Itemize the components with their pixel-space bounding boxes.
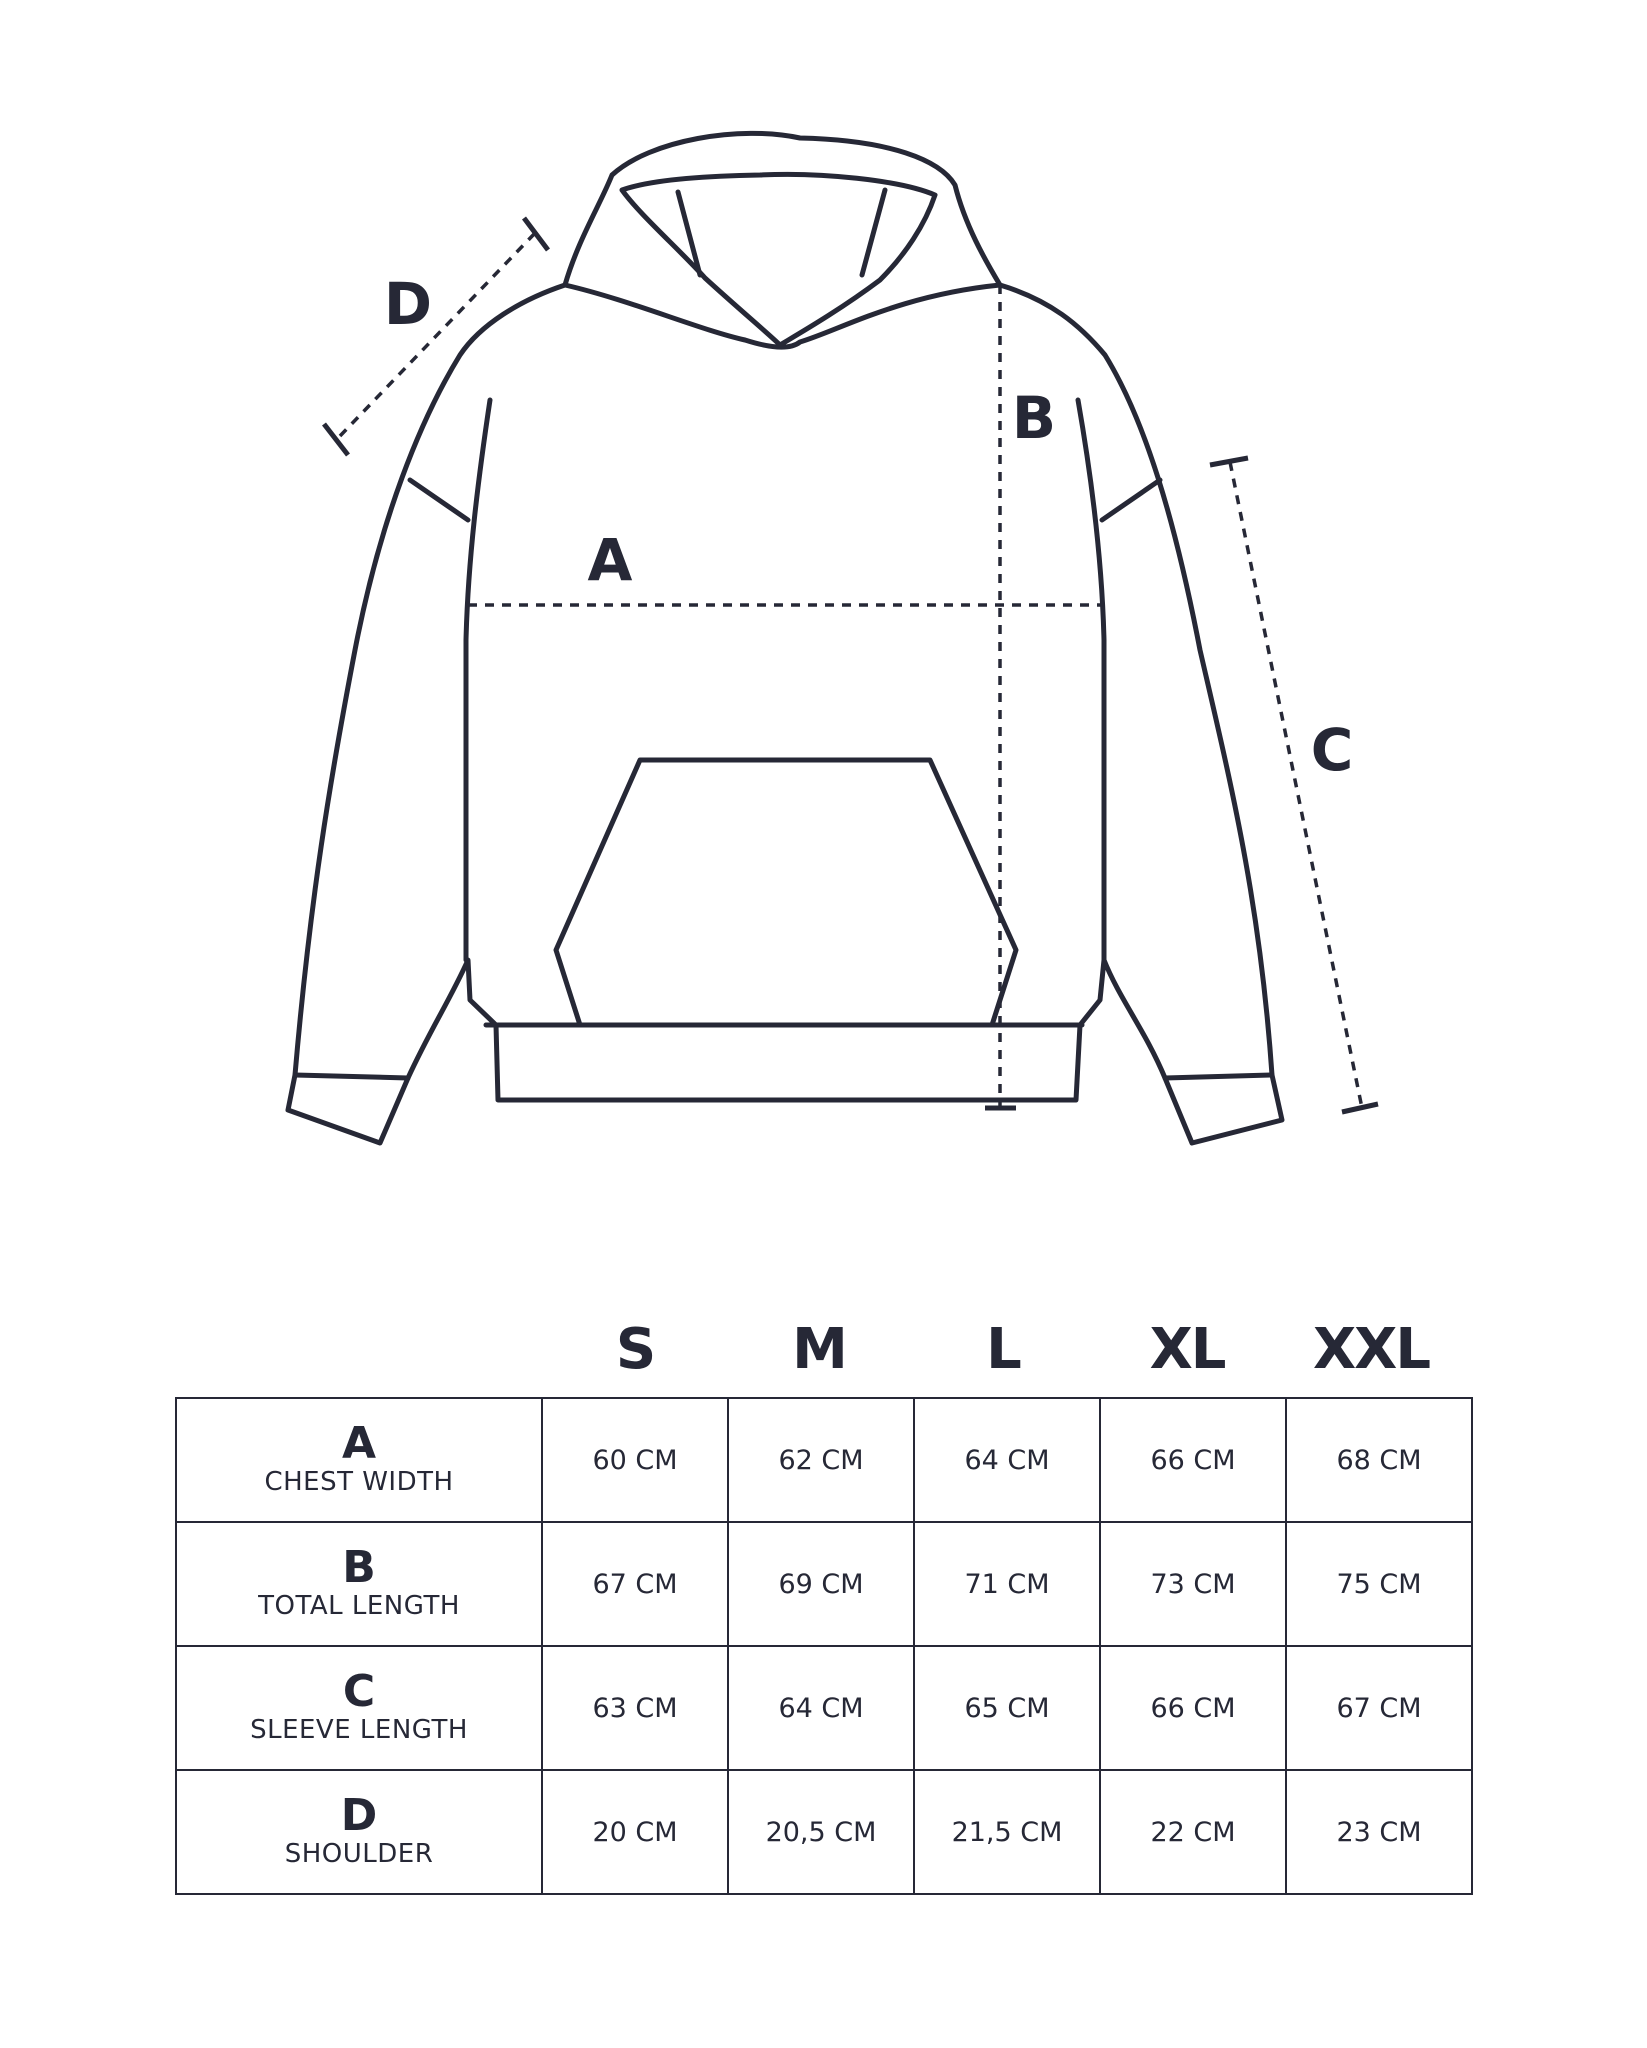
table-row: [176, 1398, 1472, 1522]
row-name: TOTAL LENGTH: [258, 1591, 460, 1621]
row-name: CHEST WIDTH: [264, 1467, 454, 1497]
right-sleeve-seam: [1102, 480, 1160, 520]
row-letter: B: [342, 1542, 376, 1593]
table-cell: 73 CM: [1100, 1522, 1286, 1646]
table-cell: 69 CM: [728, 1522, 914, 1646]
label-a: A: [587, 526, 633, 594]
table-cell: 60 CM: [542, 1398, 728, 1522]
kangaroo-pocket: [556, 760, 1016, 1025]
table-cell: 22 CM: [1100, 1770, 1286, 1894]
left-sleeve-seam: [410, 480, 468, 520]
table-cell: 75 CM: [1286, 1522, 1472, 1646]
hood-inner: [622, 174, 935, 345]
table-cell: 66 CM: [1100, 1398, 1286, 1522]
size-m: M: [792, 1317, 846, 1382]
table-cell: 62 CM: [728, 1398, 914, 1522]
row-header: [176, 1646, 542, 1770]
size-xxl: XXL: [1312, 1317, 1430, 1382]
table-cell: 71 CM: [914, 1522, 1100, 1646]
row-header: [176, 1770, 542, 1894]
measure-c-line: [1230, 462, 1362, 1108]
table-cell: 20 CM: [542, 1770, 728, 1894]
measure-c-end: [1342, 1104, 1378, 1112]
body-silhouette: [288, 285, 1282, 1143]
size-xl: XL: [1149, 1317, 1225, 1382]
label-c: C: [1310, 716, 1354, 784]
measure-d-end: [524, 218, 548, 250]
left-cuff: [295, 1075, 408, 1078]
row-name: SHOULDER: [284, 1839, 434, 1869]
row-letter: A: [341, 1418, 377, 1469]
table-cell: 65 CM: [914, 1646, 1100, 1770]
neckline: [565, 285, 1000, 347]
table-cell: 68 CM: [1286, 1398, 1472, 1522]
size-s: S: [615, 1317, 655, 1382]
table-row: [176, 1770, 1472, 1894]
size-header: [0, 1300, 1647, 1400]
table-cell: 66 CM: [1100, 1646, 1286, 1770]
measure-c-start: [1210, 458, 1248, 465]
table-cell: 23 CM: [1286, 1770, 1472, 1894]
table-cell: 64 CM: [728, 1646, 914, 1770]
row-header: [176, 1398, 542, 1522]
table-row: [176, 1522, 1472, 1646]
label-b: B: [1011, 384, 1057, 452]
table-row: [176, 1646, 1472, 1770]
row-letter: D: [340, 1790, 378, 1841]
table-cell: 67 CM: [542, 1522, 728, 1646]
table-cell: 64 CM: [914, 1398, 1100, 1522]
hood-inner-right-fold: [862, 190, 885, 275]
row-header: [176, 1522, 542, 1646]
row-name: SLEEVE LENGTH: [250, 1715, 468, 1745]
hood-outer: [565, 133, 1000, 285]
measure-lines: [324, 218, 1378, 1112]
table-cell: 20,5 CM: [728, 1770, 914, 1894]
table-cell: 63 CM: [542, 1646, 728, 1770]
table-cell: 67 CM: [1286, 1646, 1472, 1770]
size-l: L: [986, 1317, 1020, 1382]
measure-d-line: [340, 232, 536, 436]
label-d: D: [383, 270, 433, 338]
left-inner-side: [466, 400, 490, 960]
right-cuff: [1165, 1075, 1272, 1078]
table-cell: 21,5 CM: [914, 1770, 1100, 1894]
size-chart-table: [175, 1397, 1473, 1895]
hoodie-outline: [288, 133, 1282, 1143]
measure-d-start: [324, 424, 348, 455]
right-inner-side: [1078, 400, 1104, 960]
row-letter: C: [342, 1666, 376, 1717]
